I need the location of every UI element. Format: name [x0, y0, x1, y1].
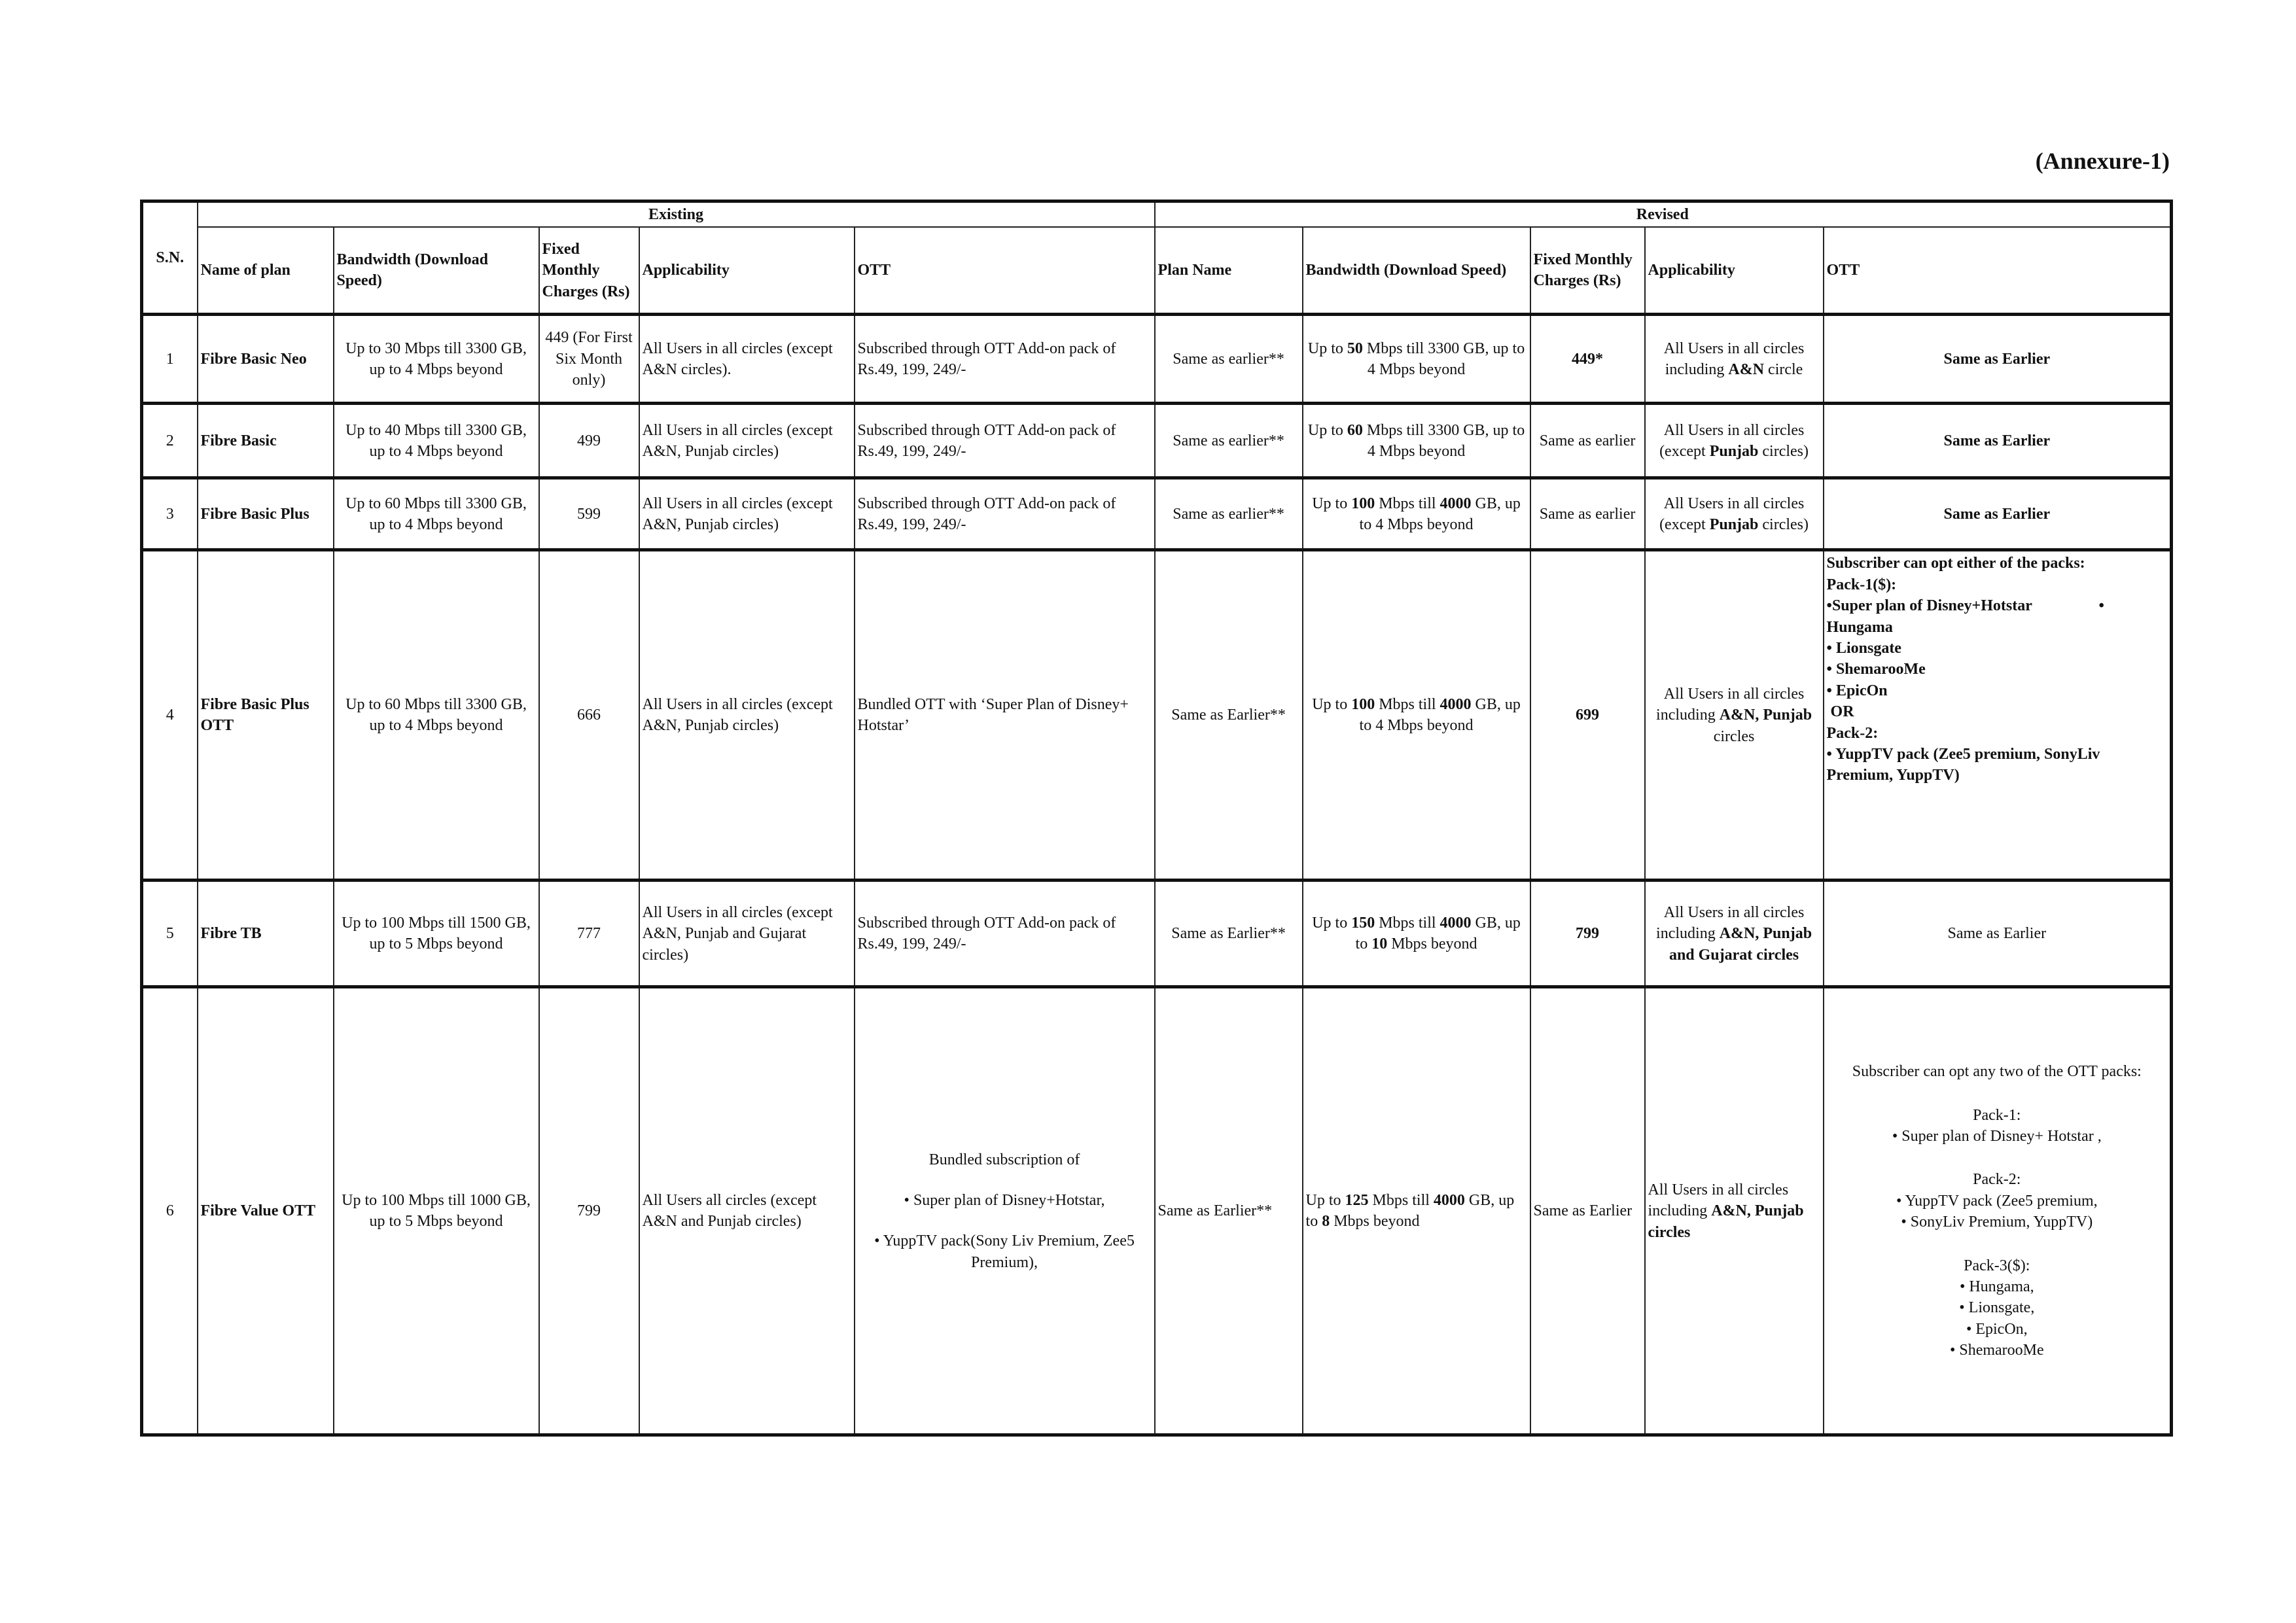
- table-row: [142, 881, 2172, 987]
- column-header-row: [142, 227, 2172, 315]
- header-existing-plan: Name of plan: [198, 227, 334, 315]
- header-revised-bandwidth: Bandwidth (Download Speed): [1303, 227, 1530, 315]
- text-fragment-bold: 4000: [1439, 696, 1472, 713]
- ott-pack-line: Pack-1($):: [1826, 576, 1897, 593]
- ott-pack-line: • SonyLiv Premium, YuppTV): [1901, 1213, 2093, 1231]
- text-fragment: GB, up to 4 Mbps beyond: [1359, 696, 1521, 735]
- annexure-label: (Annexure-1): [2035, 148, 2170, 174]
- cell-charges: 777: [539, 881, 639, 987]
- cell-applicability: All Users in all circles (except A&N, Punjab circles): [639, 550, 855, 881]
- text-fragment: Mbps beyond: [1387, 935, 1477, 953]
- cell-revised-applicability: [1645, 987, 1824, 1435]
- table-row: [142, 404, 2172, 478]
- text-fragment-bold: 150: [1351, 915, 1375, 932]
- text-fragment-bold: A&N, Punjab circles: [1648, 1202, 1804, 1241]
- text-fragment: circles): [1758, 442, 1809, 460]
- text-fragment: All Users in all circles (except: [1659, 421, 1805, 460]
- text-fragment-bold: 60: [1347, 421, 1363, 439]
- cell-revised-ott: Same as Earlier: [1824, 478, 2172, 550]
- cell-ott: Subscribed through OTT Add-on pack of Rs.49, 199, 249/-: [855, 315, 1155, 404]
- text-fragment: Mbps till: [1375, 915, 1440, 932]
- text-fragment: Up to: [1307, 421, 1347, 439]
- text-fragment: All Users in all circles including: [1656, 903, 1805, 943]
- cell-revised-charges: 699: [1530, 550, 1645, 881]
- group-header-row: [142, 201, 2172, 228]
- text-fragment: circle: [1764, 360, 1803, 378]
- cell-ott: Subscribed through OTT Add-on pack of Rs.49, 199, 249/-: [855, 404, 1155, 478]
- cell-applicability: All Users all circles (except A&N and Punjab circles): [639, 987, 855, 1435]
- cell-sn: 4: [142, 550, 198, 881]
- cell-revised-plan: Same as Earlier**: [1155, 987, 1303, 1435]
- text-fragment: circles): [1758, 515, 1809, 533]
- cell-revised-applicability: [1645, 315, 1824, 404]
- header-existing-applicability: Applicability: [639, 227, 855, 315]
- header-revised-applicability: Applicability: [1645, 227, 1824, 315]
- ott-pack-line: • Lionsgate: [1826, 639, 1901, 657]
- ott-pack-line: Subscriber can opt either of the packs:: [1826, 555, 2085, 572]
- ott-bundle-line: • Super plan of Disney+Hotstar,: [904, 1192, 1105, 1209]
- text-fragment-bold: 4000: [1439, 915, 1472, 932]
- cell-sn: 2: [142, 404, 198, 478]
- cell-revised-plan: Same as earlier**: [1155, 404, 1303, 478]
- header-existing-charges: Fixed Monthly Charges (Rs): [539, 227, 639, 315]
- text-fragment: circles: [1713, 727, 1755, 745]
- text-fragment-bold: 4000: [1439, 495, 1472, 512]
- header-sn: S.N.: [142, 201, 198, 315]
- cell-bandwidth: Up to 60 Mbps till 3300 GB, up to 4 Mbps beyond: [334, 550, 539, 881]
- cell-revised-ott: Same as Earlier: [1824, 881, 2172, 987]
- cell-ott: [855, 987, 1155, 1435]
- text-fragment: Up to: [1307, 340, 1347, 357]
- ott-pack-line: Subscriber can opt any two of the OTT packs:: [1852, 1063, 2142, 1081]
- ott-bundle-line: Bundled subscription of: [928, 1151, 1080, 1168]
- text-fragment-bold: 10: [1371, 935, 1388, 953]
- text-fragment: Mbps till: [1375, 696, 1440, 713]
- cell-plan-name: Fibre Basic: [198, 404, 334, 478]
- cell-charges: 499: [539, 404, 639, 478]
- text-fragment: GB, up to: [1305, 1192, 1515, 1230]
- ott-pack-line: • YuppTV pack (Zee5 premium, SonyLiv Premium, YuppTV): [1826, 745, 2100, 784]
- cell-revised-charges: Same as earlier: [1530, 404, 1645, 478]
- table-row: [142, 315, 2172, 404]
- text-fragment-bold: 100: [1351, 696, 1375, 713]
- text-fragment: Up to: [1312, 495, 1352, 512]
- header-revised-ott: OTT: [1824, 227, 2172, 315]
- text-fragment: Up to: [1305, 1192, 1345, 1209]
- plans-table: [140, 200, 2173, 1437]
- text-fragment: Up to: [1312, 696, 1352, 713]
- text-fragment: Mbps till: [1375, 495, 1440, 512]
- cell-plan-name: Fibre TB: [198, 881, 334, 987]
- cell-plan-name: Fibre Basic Plus OTT: [198, 550, 334, 881]
- cell-revised-bandwidth: [1303, 550, 1530, 881]
- text-fragment: All Users in all circles including: [1663, 340, 1805, 378]
- text-fragment-bold: A&N: [1728, 360, 1765, 378]
- text-fragment: Mbps till 3300 GB, up to 4 Mbps beyond: [1362, 340, 1525, 378]
- ott-pack-line: • YuppTV pack (Zee5 premium,: [1896, 1192, 2098, 1210]
- cell-revised-plan: Same as earlier**: [1155, 315, 1303, 404]
- ott-pack-line: Pack-2:: [1973, 1171, 2021, 1189]
- cell-revised-applicability: [1645, 550, 1824, 881]
- text-fragment-bold: Punjab: [1709, 442, 1759, 460]
- group-revised: Revised: [1155, 201, 2172, 228]
- cell-revised-bandwidth: [1303, 404, 1530, 478]
- ott-pack-line: • ShemarooMe: [1826, 661, 1926, 678]
- text-fragment: GB, up to: [1355, 915, 1521, 953]
- cell-revised-applicability: [1645, 404, 1824, 478]
- cell-revised-ott: Same as Earlier: [1824, 404, 2172, 478]
- cell-bandwidth: Up to 60 Mbps till 3300 GB, up to 4 Mbps beyond: [334, 478, 539, 550]
- ott-pack-line: •Super plan of Disney+Hotstar • Hungama: [1826, 597, 2108, 636]
- cell-revised-charges: Same as earlier: [1530, 478, 1645, 550]
- text-fragment-bold: 100: [1351, 495, 1375, 512]
- cell-sn: 6: [142, 987, 198, 1435]
- header-existing-bandwidth: Bandwidth (Download Speed): [334, 227, 539, 315]
- ott-pack-line: • Super plan of Disney+ Hotstar ,: [1892, 1128, 2102, 1145]
- cell-plan-name: Fibre Basic Neo: [198, 315, 334, 404]
- text-fragment-bold: 4000: [1433, 1192, 1465, 1209]
- ott-pack-line: OR: [1826, 703, 1854, 721]
- cell-plan-name: Fibre Basic Plus: [198, 478, 334, 550]
- cell-revised-applicability: [1645, 478, 1824, 550]
- cell-charges: 449 (For First Six Month only): [539, 315, 639, 404]
- text-fragment: Mbps beyond: [1330, 1213, 1420, 1230]
- cell-sn: 1: [142, 315, 198, 404]
- ott-pack-line: • EpicOn,: [1966, 1320, 2028, 1338]
- cell-ott: Bundled OTT with ‘Super Plan of Disney+ Hotstar’: [855, 550, 1155, 881]
- ott-pack-line: • Lionsgate,: [1959, 1299, 2035, 1317]
- header-revised-plan: Plan Name: [1155, 227, 1303, 315]
- text-fragment-bold: 125: [1345, 1192, 1369, 1209]
- cell-applicability: All Users in all circles (except A&N, Punjab circles): [639, 404, 855, 478]
- text-fragment: All Users in all circles (except: [1659, 495, 1805, 533]
- text-fragment-bold: A&N, Punjab: [1719, 707, 1812, 724]
- text-fragment-bold: A&N, Punjab and Gujarat circles: [1669, 925, 1812, 964]
- cell-revised-ott: [1824, 550, 2172, 881]
- cell-bandwidth: Up to 100 Mbps till 1000 GB, up to 5 Mbps beyond: [334, 987, 539, 1435]
- cell-revised-charges: 799: [1530, 881, 1645, 987]
- cell-bandwidth: Up to 40 Mbps till 3300 GB, up to 4 Mbps beyond: [334, 404, 539, 478]
- cell-revised-charges: 449*: [1530, 315, 1645, 404]
- cell-applicability: All Users in all circles (except A&N, Punjab circles): [639, 478, 855, 550]
- cell-revised-charges: Same as Earlier: [1530, 987, 1645, 1435]
- text-fragment: All Users in all circles including: [1648, 1181, 1789, 1220]
- cell-ott: Subscribed through OTT Add-on pack of Rs.49, 199, 249/-: [855, 881, 1155, 987]
- cell-revised-bandwidth: [1303, 315, 1530, 404]
- cell-charges: 599: [539, 478, 639, 550]
- table-row: [142, 550, 2172, 881]
- cell-charges: 799: [539, 987, 639, 1435]
- text-fragment-bold: 8: [1322, 1213, 1330, 1230]
- group-existing: Existing: [198, 201, 1155, 228]
- cell-bandwidth: Up to 30 Mbps till 3300 GB, up to 4 Mbps beyond: [334, 315, 539, 404]
- text-fragment: All Users in all circles including: [1656, 685, 1805, 724]
- text-fragment-bold: Punjab: [1709, 515, 1759, 533]
- ott-bundle-line: • YuppTV pack(Sony Liv Premium, Zee5 Premium),: [874, 1232, 1135, 1271]
- text-fragment: Mbps till: [1368, 1192, 1434, 1209]
- cell-revised-plan: Same as Earlier**: [1155, 550, 1303, 881]
- table-row: [142, 987, 2172, 1435]
- ott-pack-line: • EpicOn: [1826, 682, 1888, 699]
- header-existing-ott: OTT: [855, 227, 1155, 315]
- cell-plan-name: Fibre Value OTT: [198, 987, 334, 1435]
- cell-revised-ott: Same as Earlier: [1824, 315, 2172, 404]
- ott-pack-line: • Hungama,: [1959, 1278, 2034, 1295]
- header-revised-charges: Fixed Monthly Charges (Rs): [1530, 227, 1645, 315]
- ott-pack-line: Pack-1:: [1973, 1106, 2021, 1124]
- cell-sn: 5: [142, 881, 198, 987]
- cell-charges: 666: [539, 550, 639, 881]
- cell-revised-bandwidth: [1303, 987, 1530, 1435]
- cell-ott: Subscribed through OTT Add-on pack of Rs.49, 199, 249/-: [855, 478, 1155, 550]
- text-fragment: GB, up to 4 Mbps beyond: [1359, 495, 1521, 533]
- ott-pack-line: Pack-3($):: [1964, 1257, 2030, 1274]
- cell-bandwidth: Up to 100 Mbps till 1500 GB, up to 5 Mbps beyond: [334, 881, 539, 987]
- cell-revised-plan: Same as Earlier**: [1155, 881, 1303, 987]
- cell-revised-bandwidth: [1303, 478, 1530, 550]
- text-fragment: Up to: [1312, 915, 1352, 932]
- cell-revised-applicability: [1645, 881, 1824, 987]
- ott-pack-line: • ShemarooMe: [1949, 1342, 2044, 1359]
- cell-revised-plan: Same as earlier**: [1155, 478, 1303, 550]
- cell-revised-ott: [1824, 987, 2172, 1435]
- text-fragment: Mbps till 3300 GB, up to 4 Mbps beyond: [1362, 421, 1525, 460]
- cell-sn: 3: [142, 478, 198, 550]
- table-row: [142, 478, 2172, 550]
- ott-pack-line: Pack-2:: [1826, 724, 1879, 742]
- text-fragment-bold: 50: [1347, 340, 1363, 357]
- cell-applicability: All Users in all circles (except A&N circles).: [639, 315, 855, 404]
- cell-applicability: All Users in all circles (except A&N, Punjab and Gujarat circles): [639, 881, 855, 987]
- cell-revised-bandwidth: [1303, 881, 1530, 987]
